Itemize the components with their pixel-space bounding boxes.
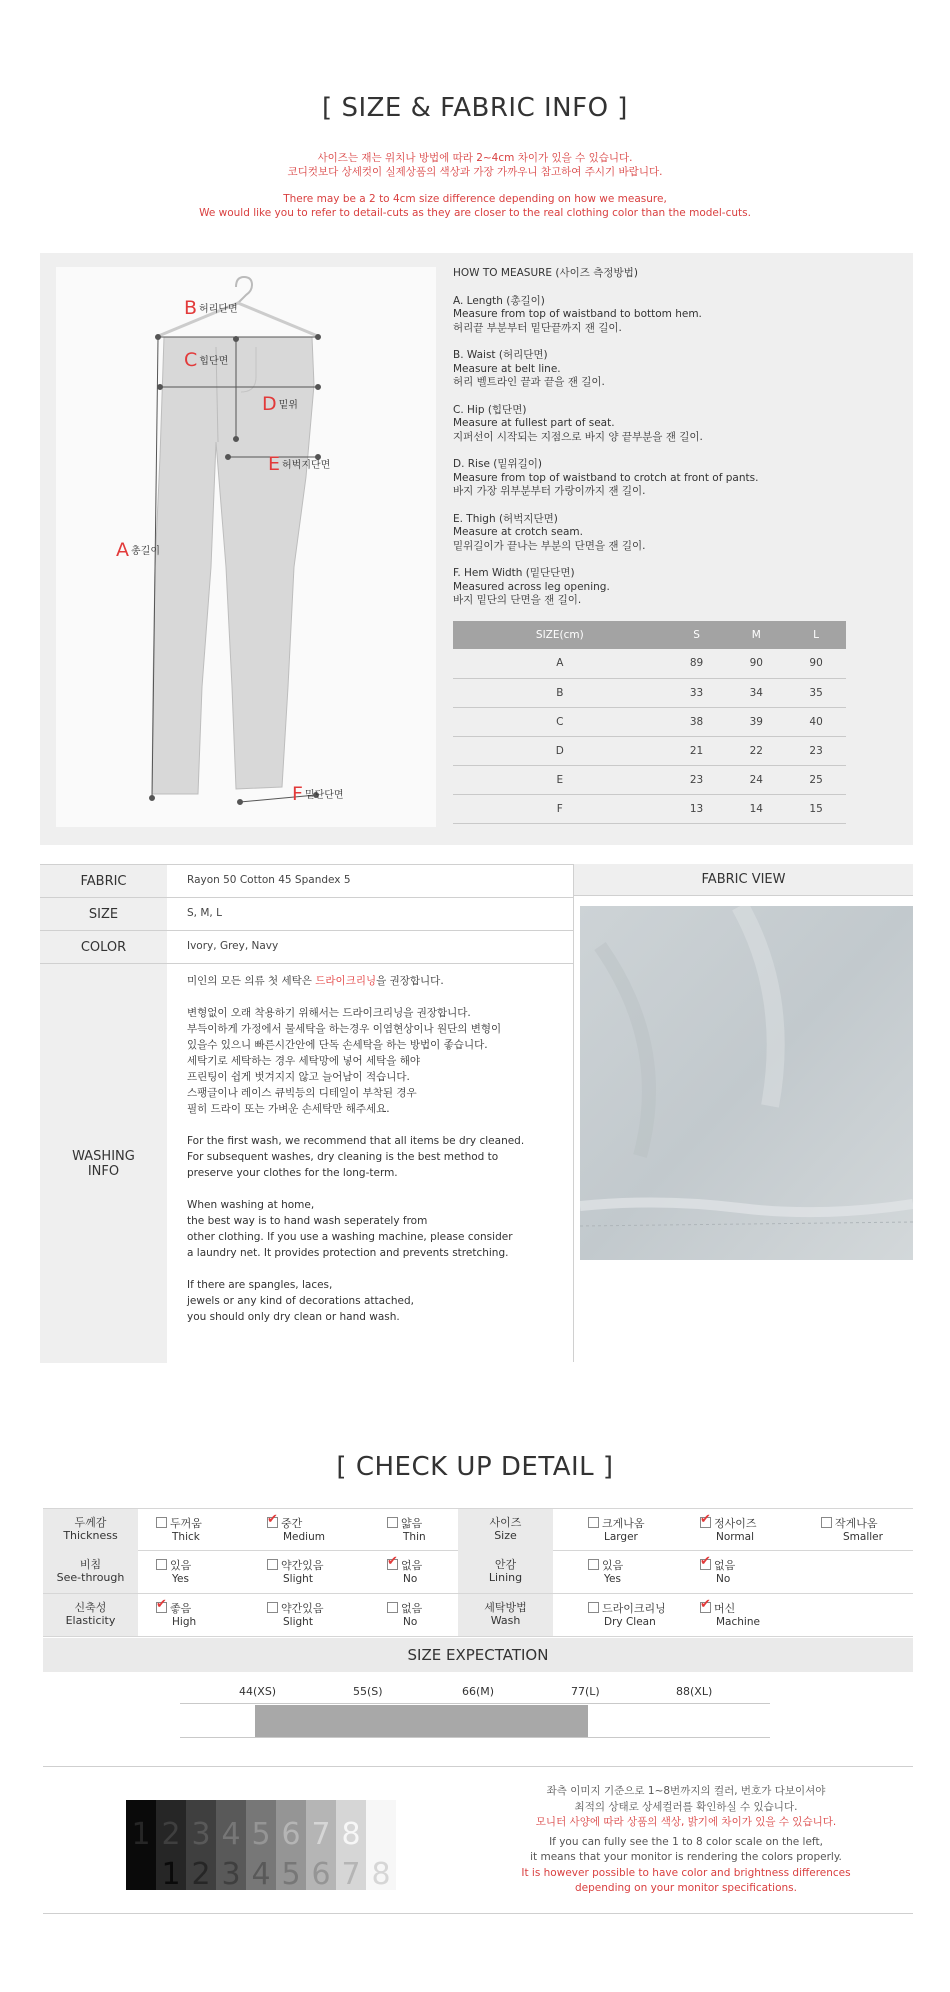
- size-chart-table: [453, 621, 846, 824]
- color-value: Ivory, Grey, Navy: [187, 940, 279, 952]
- fabric-row: [40, 865, 573, 898]
- size-note-en-1: There may be a 2 to 4cm size difference depending on how we measure,: [283, 193, 667, 205]
- scale-digit-bottom: 8: [371, 1857, 391, 1890]
- monitor-note-ko-red: 모니터 사양에 따라 상품의 색상, 밝기에 차이가 있을 수 있습니다.: [535, 1816, 837, 1828]
- washing-row: [40, 964, 573, 1363]
- scale-digit-bottom: 2: [191, 1857, 211, 1890]
- diagram-label-d: D밑위: [262, 393, 298, 415]
- diagram-label-b: B허리단면: [184, 297, 238, 319]
- check-row-seethrough-lining: [43, 1551, 913, 1594]
- how-to-measure-heading: HOW TO MEASURE (사이즈 측정방법): [453, 267, 638, 279]
- scale-digit-bottom: 6: [311, 1857, 331, 1890]
- pants-illustration: [56, 267, 436, 827]
- color-row: [40, 931, 573, 964]
- option-smaller[interactable]: 작게나옴 Smaller: [821, 1517, 883, 1544]
- option-elasticity-slight[interactable]: 약간있음 Slight: [267, 1602, 324, 1629]
- wash-en-paragraph-2: When washing at home, the best way is to hand wash seperately from other clothing. If you use a washing machine, please consider a laundry net. It provides protection and prevents stretching.: [187, 1199, 513, 1259]
- measure-item-e: E. Thigh (허벅지단면) Measure at crotch seam. 밑위길이가 끝나는 부분의 단면을 잰 길이.: [453, 512, 646, 552]
- option-elasticity-high[interactable]: ✔좋음 High: [156, 1602, 196, 1629]
- scale-digit-top: 1: [131, 1817, 151, 1852]
- option-lining-no[interactable]: ✔없음 No: [700, 1559, 735, 1586]
- check-row-thickness-size: [43, 1508, 913, 1551]
- monitor-note-en-red-1: It is however possible to have color and brightness differences: [521, 1866, 851, 1879]
- size-row: [40, 898, 573, 931]
- washing-label: WASHING INFO: [40, 964, 167, 1363]
- fabric-swatch-image: [580, 906, 913, 1260]
- pants-measure-diagram: [56, 267, 436, 827]
- checkbox-icon[interactable]: [156, 1517, 167, 1528]
- scale-digit-bottom: 4: [251, 1857, 271, 1890]
- checkbox-icon[interactable]: [267, 1602, 278, 1613]
- color-label: COLOR: [40, 931, 167, 963]
- table-row: E 23 24 25: [453, 765, 846, 794]
- table-row: C 38 39 40: [453, 707, 846, 736]
- measure-item-b: B. Waist (허리단면) Measure at belt line. 허리 벨트라인 끝과 끝을 잰 길이.: [453, 349, 605, 388]
- checkbox-icon[interactable]: [588, 1559, 599, 1570]
- size-table-header-cell: M: [726, 621, 786, 649]
- divider: [43, 1913, 913, 1914]
- size-table-header-cell: SIZE(cm): [453, 621, 667, 649]
- label-lining: 안감 Lining: [458, 1551, 553, 1593]
- checkbox-icon[interactable]: [267, 1559, 278, 1570]
- fabric-texture: [580, 906, 913, 1260]
- scale-digit-top: 4: [221, 1817, 241, 1852]
- scale-digit-top: 5: [251, 1817, 271, 1852]
- scale-digit-bottom: 7: [341, 1857, 361, 1890]
- diagram-label-f: F밑단단면: [292, 783, 344, 805]
- checkbox-checked-icon[interactable]: [700, 1517, 711, 1528]
- size-track-bottom: [180, 1737, 770, 1738]
- how-to-measure: [453, 267, 893, 622]
- label-size: 사이즈 Size: [458, 1509, 553, 1551]
- checkbox-checked-icon[interactable]: [700, 1602, 711, 1613]
- fabric-view-heading: FABRIC VIEW: [574, 864, 913, 896]
- monitor-note-en-2: it means that your monitor is rendering the colors properly.: [530, 1851, 842, 1863]
- scale-digit-top: 7: [311, 1817, 331, 1852]
- checkbox-checked-icon[interactable]: [700, 1559, 711, 1570]
- check-up-title: [ CHECK UP DETAIL ]: [336, 1452, 614, 1482]
- scale-digit-bottom: 5: [281, 1857, 301, 1890]
- monitor-color-scale: [126, 1800, 399, 1890]
- checkbox-icon[interactable]: [588, 1602, 599, 1613]
- checkbox-icon[interactable]: [821, 1517, 832, 1528]
- wash-ko-paragraph: 변형없이 오래 착용하기 위해서는 드라이크리닝을 권장합니다. 부득이하게 가정에서 물세탁을 하는경우 이염현상이나 원단의 변형이 있을수 있으니 빠른시간안에 단독 손세탁을 하는 방법이 좋습니다. 세탁기로 세탁하는 경우 세탁망에 넣어 세탁을 해야 프린팅이 쉽게 벗겨지지 않고 늘어남이 적습니다. 스팽글이나 레이스 큐빅등의 디테일이 부착된 경우 필히 드라이 또는 가벼운 손세탁만 해주세요.: [187, 1007, 502, 1115]
- scale-digit-top: 3: [191, 1817, 211, 1852]
- option-seethrough-yes[interactable]: 있음 Yes: [156, 1559, 191, 1586]
- fabric-value: Rayon 50 Cotton 45 Spandex 5: [187, 874, 351, 886]
- option-seethrough-no[interactable]: ✔없음 No: [387, 1559, 422, 1586]
- size-table-header-cell: S: [667, 621, 727, 649]
- measure-item-d: D. Rise (밑위길이) Measure from top of waistband to crotch at front of pants. 바지 가장 위부분부터 가랑이까지 잰 길이.: [453, 458, 759, 497]
- wash-intro: 미인의 모든 의류 첫 세탁은 드라이크리닝을 권장합니다.: [187, 975, 444, 987]
- size-label-xl: 88(XL): [676, 1685, 713, 1698]
- table-row: F 13 14 15: [453, 794, 846, 823]
- wash-en-paragraph-1: For the first wash, we recommend that all items be dry cleaned. For subsequent washes, dry cleaning is the best method to preserve your clothes for the long-term.: [187, 1135, 525, 1179]
- size-note-ko-2: 코디컷보다 상세컷이 실제상품의 색상과 가장 가까우니 참고하여 주시기 바랍니다.: [287, 166, 663, 178]
- option-thin[interactable]: 얇음 Thin: [387, 1517, 426, 1544]
- option-medium[interactable]: ✔중간 Medium: [267, 1517, 325, 1544]
- size-label-m: 66(M): [462, 1685, 495, 1698]
- size-label: SIZE: [40, 898, 167, 930]
- size-label-l: 77(L): [571, 1685, 600, 1698]
- option-thick[interactable]: 두꺼움 Thick: [156, 1517, 202, 1544]
- size-track-top: [180, 1703, 770, 1704]
- size-table-header: [453, 621, 846, 649]
- option-machine[interactable]: ✔머신 Machine: [700, 1602, 760, 1629]
- divider: [43, 1766, 913, 1767]
- checkbox-icon[interactable]: [156, 1559, 167, 1570]
- size-note-en-2: We would like you to refer to detail-cuts as they are closer to the real clothing color than the model-cuts.: [199, 207, 751, 219]
- checkbox-checked-icon[interactable]: [267, 1517, 278, 1528]
- monitor-note-ko-1: 좌측 이미지 기준으로 1~8번까지의 컬러, 번호가 다보이셔야: [546, 1785, 826, 1797]
- measure-item-a: A. Length (총길이) Measure from top of waistband to bottom hem. 허리끝 부분부터 밑단끝까지 잰 길이.: [453, 294, 702, 334]
- wash-en-paragraph-3: If there are spangles, laces, jewels or any kind of decorations attached, you should only dry clean or hand wash.: [187, 1279, 414, 1323]
- checkbox-checked-icon[interactable]: [387, 1559, 398, 1570]
- option-dry-clean[interactable]: 드라이크리닝 Dry Clean: [588, 1602, 666, 1629]
- diagram-label-c: C힙단면: [184, 349, 229, 371]
- fabric-info-table: [40, 864, 913, 1362]
- label-see-through: 비침 See-through: [43, 1551, 138, 1593]
- washing-instructions: [187, 973, 567, 1341]
- monitor-note-en-red-2: depending on your monitor specifications.: [575, 1882, 797, 1894]
- size-table-header-cell: L: [786, 621, 846, 649]
- monitor-notes: [486, 1784, 886, 1897]
- option-normal[interactable]: ✔정사이즈 Normal: [700, 1517, 757, 1544]
- fabric-info-left: [40, 864, 573, 1362]
- monitor-note-ko-2: 최적의 상태로 상세컬러를 확인하실 수 있습니다.: [574, 1800, 798, 1813]
- scale-digit-top: 6: [281, 1817, 301, 1852]
- size-label-s: 55(S): [353, 1685, 383, 1698]
- measure-panel: [40, 253, 913, 845]
- monitor-note-en-1: If you can fully see the 1 to 8 color scale on the left,: [549, 1835, 823, 1848]
- label-elasticity: 신축성 Elasticity: [43, 1594, 138, 1636]
- table-row: B 33 34 35: [453, 678, 846, 707]
- label-wash: 세탁방법 Wash: [458, 1594, 553, 1636]
- size-label-xs: 44(XS): [239, 1685, 277, 1698]
- scale-digit-bottom: 1: [161, 1857, 181, 1890]
- check-row-elasticity-wash: [43, 1594, 913, 1637]
- table-row: D 21 22 23: [453, 736, 846, 765]
- scale-digit-top: 8: [341, 1817, 361, 1852]
- size-expectation-bar: [255, 1705, 588, 1737]
- size-note-ko-1: 사이즈는 재는 위치나 방법에 따라 2~4cm 차이가 있을 수 있습니다.: [317, 152, 633, 164]
- option-larger[interactable]: 크게나옴 Larger: [588, 1517, 645, 1544]
- fabric-divider: [573, 864, 574, 1362]
- diagram-label-a: A총길이: [116, 539, 160, 561]
- size-value: S, M, L: [187, 907, 222, 919]
- color-scale-graphic: [126, 1800, 399, 1890]
- checkbox-icon[interactable]: [387, 1602, 398, 1613]
- measure-item-c: C. Hip (힙단면) Measure at fullest part of seat. 지퍼선이 시작되는 지점으로 바지 양 끝부분을 잰 길이.: [453, 403, 703, 443]
- fabric-label: FABRIC: [40, 865, 167, 897]
- option-lining-yes[interactable]: 있음 Yes: [588, 1559, 623, 1586]
- checkbox-checked-icon[interactable]: [156, 1602, 167, 1613]
- label-thickness: 두께감 Thickness: [43, 1509, 138, 1551]
- measure-item-f: F. Hem Width (밑단단면) Measured across leg opening. 바지 밑단의 단면을 잰 길이.: [453, 567, 610, 606]
- option-seethrough-slight[interactable]: 약간있음 Slight: [267, 1559, 324, 1586]
- scale-digit-top: 2: [161, 1817, 181, 1852]
- option-elasticity-no[interactable]: 없음 No: [387, 1602, 422, 1629]
- diagram-label-e: E허벅지단면: [268, 453, 331, 475]
- table-row: A 89 90 90: [453, 649, 846, 678]
- size-expectation-heading: SIZE EXPECTATION: [43, 1638, 913, 1672]
- check-up-table: [43, 1508, 913, 1637]
- scale-digit-bottom: 3: [221, 1857, 241, 1890]
- checkbox-icon[interactable]: [387, 1517, 398, 1528]
- size-fabric-title: [ SIZE & FABRIC INFO ]: [322, 93, 628, 123]
- checkbox-icon[interactable]: [588, 1517, 599, 1528]
